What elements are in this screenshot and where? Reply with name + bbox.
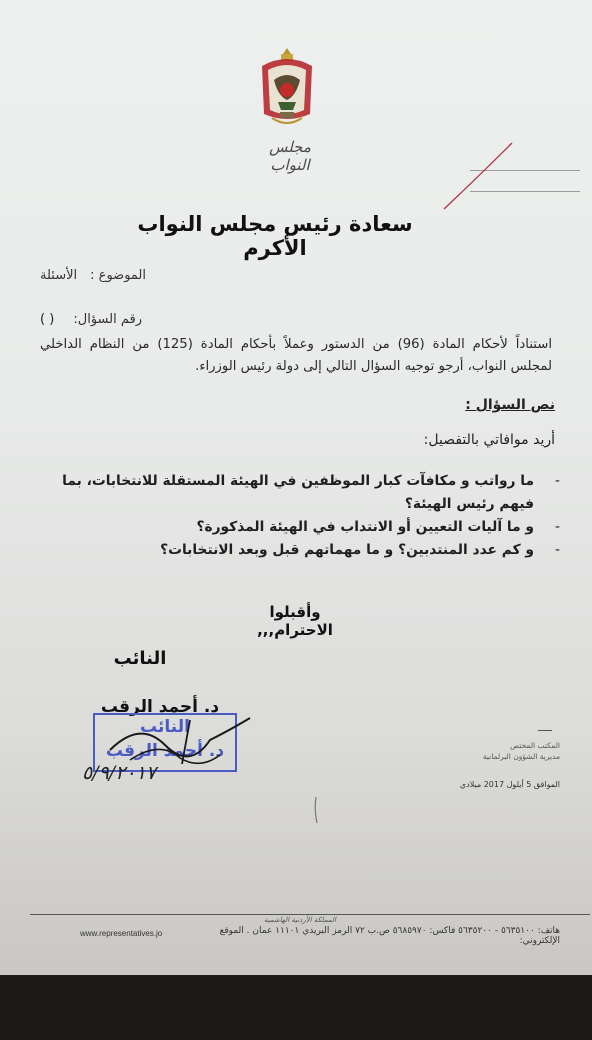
letter-title: سعادة رئيس مجلس النواب الأكرم: [137, 212, 413, 260]
office-stamp-date: الموافق 5 أيلول 2017 ميلادي: [459, 780, 560, 789]
margin-tick: [538, 730, 552, 731]
background-surface: [0, 975, 592, 1040]
footer-website: www.representatives.jo: [80, 929, 163, 938]
question-heading: نص السؤال :: [465, 397, 555, 413]
deputy-stamp: النائب د. أحمد الرقب: [93, 713, 237, 772]
signatory-title: النائب: [113, 648, 167, 669]
request-line: أريد موافاتي بالتفصيل:: [423, 432, 555, 448]
question-number-value: ( ): [40, 312, 55, 327]
footer-contact: هاتف: ٥٦٣٥١٠٠ - ٥٦٣٥٢٠٠ فاكس: ٥٦٨٥٩٧٠ ص.ب ٧٢ الرمز البريدي ١١١٠١ عمان . الموقع الإلكتروني:: [219, 926, 560, 946]
office-stamp: المكتب المختص مديرية الشؤون البرلمانية: [482, 741, 560, 761]
question-item: - ما رواتب و مكافآت كبار الموظفين في الهيئة المستقلة للانتخابات، بما فيهم رئيس الهيئة؟: [62, 473, 560, 512]
intro-paragraph: استناداً لأحكام المادة (96) من الدستور وعملاً بأحكام المادة (125) من النظام الداخلي لمجلس النواب، أرجو توجيه السؤال التالي إلى دولة رئيس الوزراء.: [40, 337, 552, 374]
question-number-label: رقم السؤال:: [73, 312, 142, 327]
org-name-text: مجلس النواب: [269, 138, 311, 174]
coat-of-arms-icon: [256, 44, 318, 130]
question-list: [40, 470, 560, 562]
handwritten-date: ٥/٩/٢٠١٧: [82, 762, 157, 784]
signatory-name: د. أحمد الرقب: [100, 697, 220, 717]
pencil-mark: [310, 795, 322, 825]
footer-divider: [30, 914, 590, 915]
question-item: - و كم عدد المنتدبين؟ و ما مهماتهم قبل وبعد الانتخابات؟: [160, 542, 560, 558]
question-item: - و ما آليات التعيين أو الانتداب في الهيئة المذكورة؟: [196, 519, 560, 535]
footer-org: المملكة الأردنية الهاشمية: [263, 916, 337, 924]
subject-label: الموضوع :: [90, 268, 146, 283]
subject-value: الأسئلة: [40, 268, 78, 283]
closing-line: وأقبلوا الاحترام,,,: [257, 603, 333, 639]
